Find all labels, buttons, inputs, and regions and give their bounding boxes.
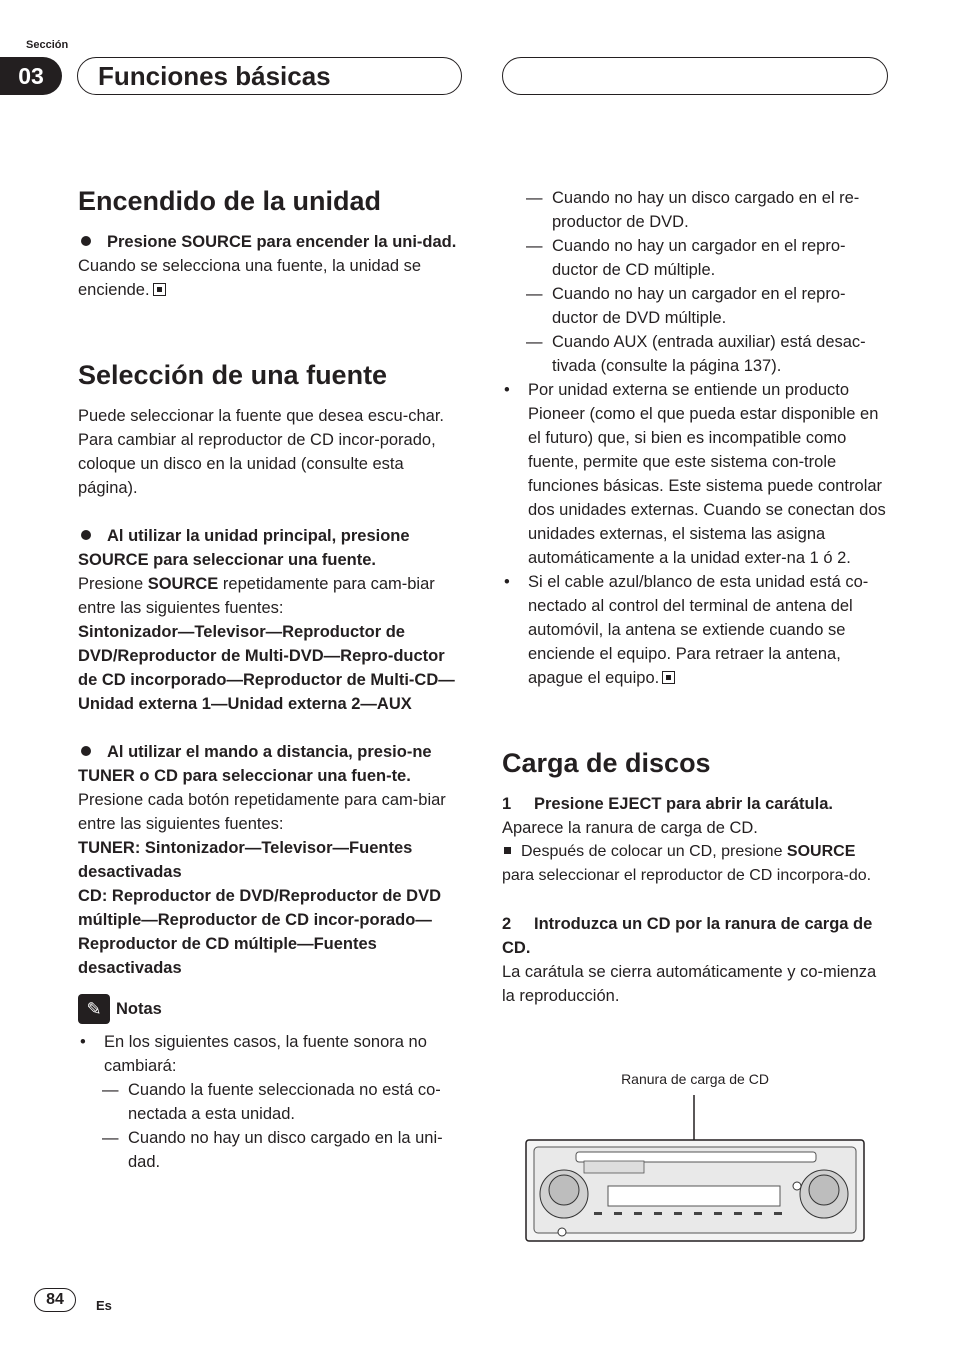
- step-power-on: Presione SOURCE para encender la uni-dad.: [78, 230, 466, 254]
- step-remote: Al utilizar el mando a distancia, presio-ne TUNER o CD para seleccionar una fuen-te.: [78, 743, 432, 785]
- power-on-text: Cuando se selecciona una fuente, la unidad se enciende.: [78, 257, 422, 299]
- bullet-dot-icon: [81, 236, 91, 246]
- cd-player-illustration: [524, 1070, 866, 1245]
- note-item: • En los siguientes casos, la fuente sonora no cambiará:: [80, 1033, 427, 1075]
- note-subitem: — Cuando no hay un cargador en el repro-ductor de DVD múltiple.: [526, 285, 846, 327]
- heading-carga: Carga de discos: [502, 748, 711, 778]
- notes-header: [78, 994, 466, 1024]
- cd-sources: CD: Reproductor de DVD/Reproductor de DVD múltiple—Reproductor de CD incor-porado—Reproductor de CD múltiple—Fuentes desactivadas: [78, 887, 442, 977]
- heading-encendido: Encendido de la unidad: [78, 186, 382, 216]
- note-subitem: — Cuando no hay un disco cargado en el re-productor de DVD.: [526, 189, 860, 231]
- notes-title: Notas: [116, 999, 162, 1018]
- note-subitem: — Cuando la fuente seleccionada no está co-nectada a esta unidad.: [102, 1081, 441, 1123]
- cd-unit-figure: [524, 1070, 866, 1245]
- note-subitem: — Cuando AUX (entrada auxiliar) está desac-tivada (consulte la página 137).: [526, 333, 866, 375]
- main-unit-sources: Sintonizador—Televisor—Reproductor de DVD/Reproductor de Multi-DVD—Repro-ductor de CD incorporado—Reproductor de Multi-CD—Unidad externa 1—Unidad externa 2—AUX: [78, 623, 455, 713]
- note-subitem: — Cuando no hay un cargador en el repro-ductor de CD múltiple.: [526, 237, 846, 279]
- note-item: • Si el cable azul/blanco de esta unidad está co-nectado al control del terminal de antena del automóvil, la antena se extiende cuando se enciende el equipo. Para retraer la antena, apague el equipo.: [504, 573, 869, 687]
- right-column: [502, 186, 890, 1008]
- figure-label: Ranura de carga de CD: [621, 1071, 769, 1087]
- note-subitem: — Cuando no hay un disco cargado en la uni-dad.: [102, 1129, 443, 1171]
- left-column: [78, 184, 466, 1174]
- end-mark-icon: [153, 283, 166, 296]
- step-1-note: Después de colocar un CD, presione SOURCE para seleccionar el reproductor de CD incorpora-do.: [502, 843, 872, 884]
- bullet-dot-icon: [81, 746, 91, 756]
- step-1-heading: 1 Presione EJECT para abrir la carátula.: [502, 795, 833, 813]
- seleccion-intro: Puede seleccionar la fuente que desea escu-char. Para cambiar al reproductor de CD incor-porado, coloque un disco en la unidad (consulte esta página).: [78, 407, 444, 497]
- step-2-heading: 2 Introduzca un CD por la ranura de carga de CD.: [502, 915, 873, 957]
- section-title: Funciones básicas: [77, 57, 462, 95]
- step-main-unit: Al utilizar la unidad principal, presione SOURCE para seleccionar una fuente.: [78, 527, 410, 569]
- pencil-icon: ✎: [78, 994, 110, 1024]
- square-bullet-icon: [504, 847, 511, 854]
- end-mark-icon: [662, 671, 675, 684]
- section-right-box: [502, 57, 888, 95]
- remote-text: Presione cada botón repetidamente para cam-biar entre las siguientes fuentes:: [78, 791, 446, 833]
- heading-seleccion: Selección de una fuente: [78, 360, 388, 390]
- main-unit-text: Presione SOURCE repetidamente para cam-biar entre las siguientes fuentes:: [78, 575, 435, 617]
- page-number: 84: [34, 1288, 76, 1312]
- tuner-sources: TUNER: Sintonizador—Televisor—Fuentes desactivadas: [78, 839, 413, 881]
- step-1-text: Aparece la ranura de carga de CD.: [502, 819, 758, 837]
- language-label: Es: [96, 1298, 112, 1313]
- bullet-dot-icon: [81, 530, 91, 540]
- section-label: Sección: [26, 39, 69, 51]
- section-number: 03: [0, 57, 62, 95]
- note-item: • Por unidad externa se entiende un producto Pioneer (como el que pueda estar disponible en el futuro) que, si bien es incompatible como fuente, permite que este sistema con-trole funciones básicas. Este sistema puede controlar dos unidades externas. Cuando se conectan dos unidades externas, el sistema las asigna automáticamente a la unidad exter-na 1 ó 2.: [504, 381, 886, 567]
- step-2-text: La carátula se cierra automáticamente y co-mienza la reproducción.: [502, 963, 877, 1005]
